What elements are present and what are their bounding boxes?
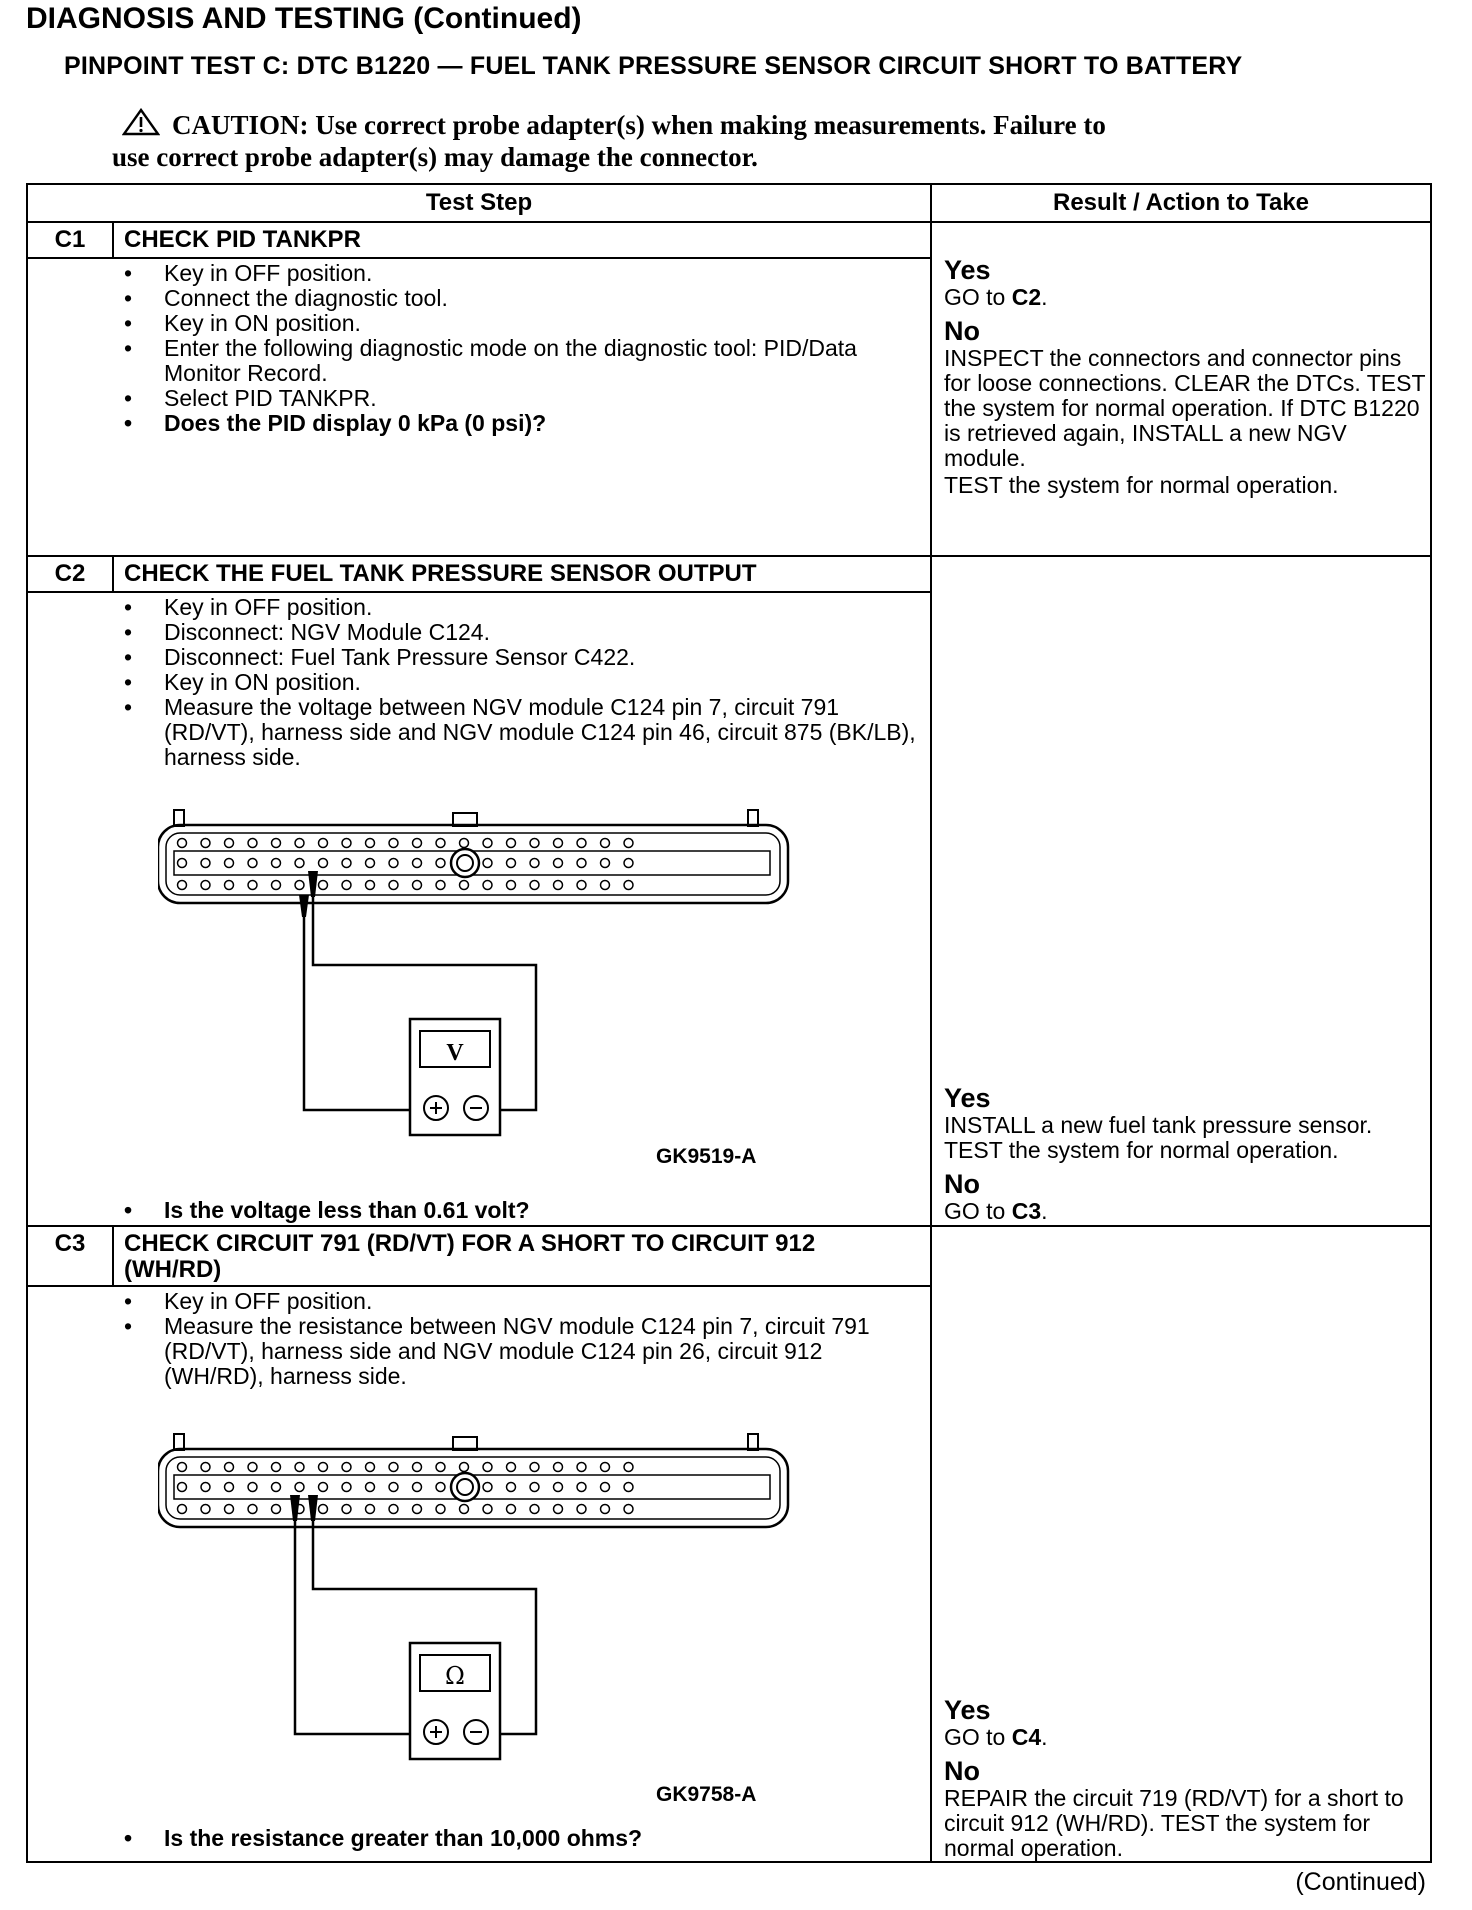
result-text: GO to [944,1724,1012,1750]
caution-line-1: CAUTION: Use correct probe adapter(s) when making measurements. Failure to [172,110,1106,140]
result-text: . [1041,1724,1048,1750]
caution-line-2: use correct probe adapter(s) may damage the connector. [112,142,758,172]
step-list-c3 [124,1289,924,1389]
list-item: • Measure the voltage between NGV module C124 pin 7, circuit 791 (RD/VT), harness side and NGV module C124 pin 46, circuit 875 (BK/LB), harness side. [124,695,924,770]
list-item: • Key in OFF position. [124,595,924,620]
result-text: INSPECT the connectors and connector pins for loose connections. CLEAR the DTCs. TEST the system for normal operation. If DTC B1220 is retrieved again, INSTALL a new NGV module. [944,345,1426,471]
list-item: • Key in ON position. [124,670,924,695]
result-c2 [944,1083,1430,1224]
ohmmeter-icon [410,1643,500,1759]
step-question: • Is the voltage less than 0.61 volt? [124,1197,530,1223]
list-item: • Measure the resistance between NGV module C124 pin 7, circuit 791 (RD/VT), harness side and NGV module C124 pin 26, circuit 912 (WH/RD), harness side. [124,1314,924,1389]
yes-label: Yes [944,1695,991,1725]
step-question: • Is the resistance greater than 10,000 ohms? [124,1825,643,1851]
result-text: TEST the system for normal operation. [944,472,1339,498]
step-question: • Does the PID display 0 kPa (0 psi)? [124,411,924,436]
list-item: • Key in OFF position. [124,261,924,286]
step-id-c3: C3 [54,1230,86,1257]
question-text: Is the voltage less than 0.61 volt? [164,1197,530,1223]
yes-label: Yes [944,1083,991,1113]
figure-label-c3: GK9758-A [656,1783,757,1806]
pinpoint-test-title: PINPOINT TEST C: DTC B1220 — FUEL TANK PRESSURE SENSOR CIRCUIT SHORT TO BATTERY [64,52,1243,80]
step-title-c1: CHECK PID TANKPR [124,226,361,253]
step-id-c1: C1 [54,226,86,253]
warning-triangle-icon [122,108,160,136]
col-header-result: Result / Action to Take [1052,189,1310,216]
figure-label-c2: GK9519-A [656,1145,757,1168]
result-text: GO to [944,284,1012,310]
step-link-c2[interactable]: C2 [1011,284,1042,310]
result-c1 [944,255,1430,498]
meter-symbol: Ω [445,1662,465,1690]
meter-symbol: V [446,1040,464,1066]
question-text: Is the resistance greater than 10,000 ohms? [164,1825,643,1851]
step-list-c1 [124,261,924,436]
connector-voltage-diagram [158,805,798,1165]
result-text: . [1041,1198,1048,1224]
yes-label: Yes [944,255,991,285]
connector-c124-icon [158,1434,788,1527]
pinpoint-table [26,183,1432,1863]
step-link-c4[interactable]: C4 [1011,1724,1042,1750]
connector-c124-icon [158,810,788,903]
step-id-c2: C2 [54,560,86,587]
step-list-c2 [124,595,924,770]
voltmeter-icon [410,1019,500,1135]
result-c3 [944,1695,1430,1861]
list-item: • Connect the diagnostic tool. [124,286,924,311]
list-item: • Select PID TANKPR. [124,386,924,411]
step-link-c3[interactable]: C3 [1011,1198,1042,1224]
no-label: No [944,316,980,346]
col-header-test-step: Test Step [425,189,533,216]
list-item: • Key in ON position. [124,311,924,336]
page-title: DIAGNOSIS AND TESTING (Continued) [26,2,582,35]
step-title-c2: CHECK THE FUEL TANK PRESSURE SENSOR OUTPUT [124,560,757,587]
result-text: . [1041,284,1048,310]
step-title-c3: CHECK CIRCUIT 791 (RD/VT) FOR A SHORT TO CIRCUIT 912 (WH/RD) [124,1230,816,1283]
list-item: • Disconnect: Fuel Tank Pressure Sensor C422. [124,645,924,670]
result-text: GO to [944,1198,1012,1224]
list-item: • Enter the following diagnostic mode on the diagnostic tool: PID/Data Monitor Record. [124,336,924,386]
result-text: INSTALL a new fuel tank pressure sensor. TEST the system for normal operation. [944,1112,1373,1163]
list-item: • Disconnect: NGV Module C124. [124,620,924,645]
connector-resistance-diagram [158,1429,798,1789]
result-text: REPAIR the circuit 719 (RD/VT) for a short to circuit 912 (WH/RD). TEST the system for normal operation. [944,1785,1404,1861]
no-label: No [944,1169,980,1199]
caution-note [112,108,1352,173]
continued-label: (Continued) [1295,1868,1426,1896]
no-label: No [944,1756,980,1786]
list-item: • Key in OFF position. [124,1289,924,1314]
